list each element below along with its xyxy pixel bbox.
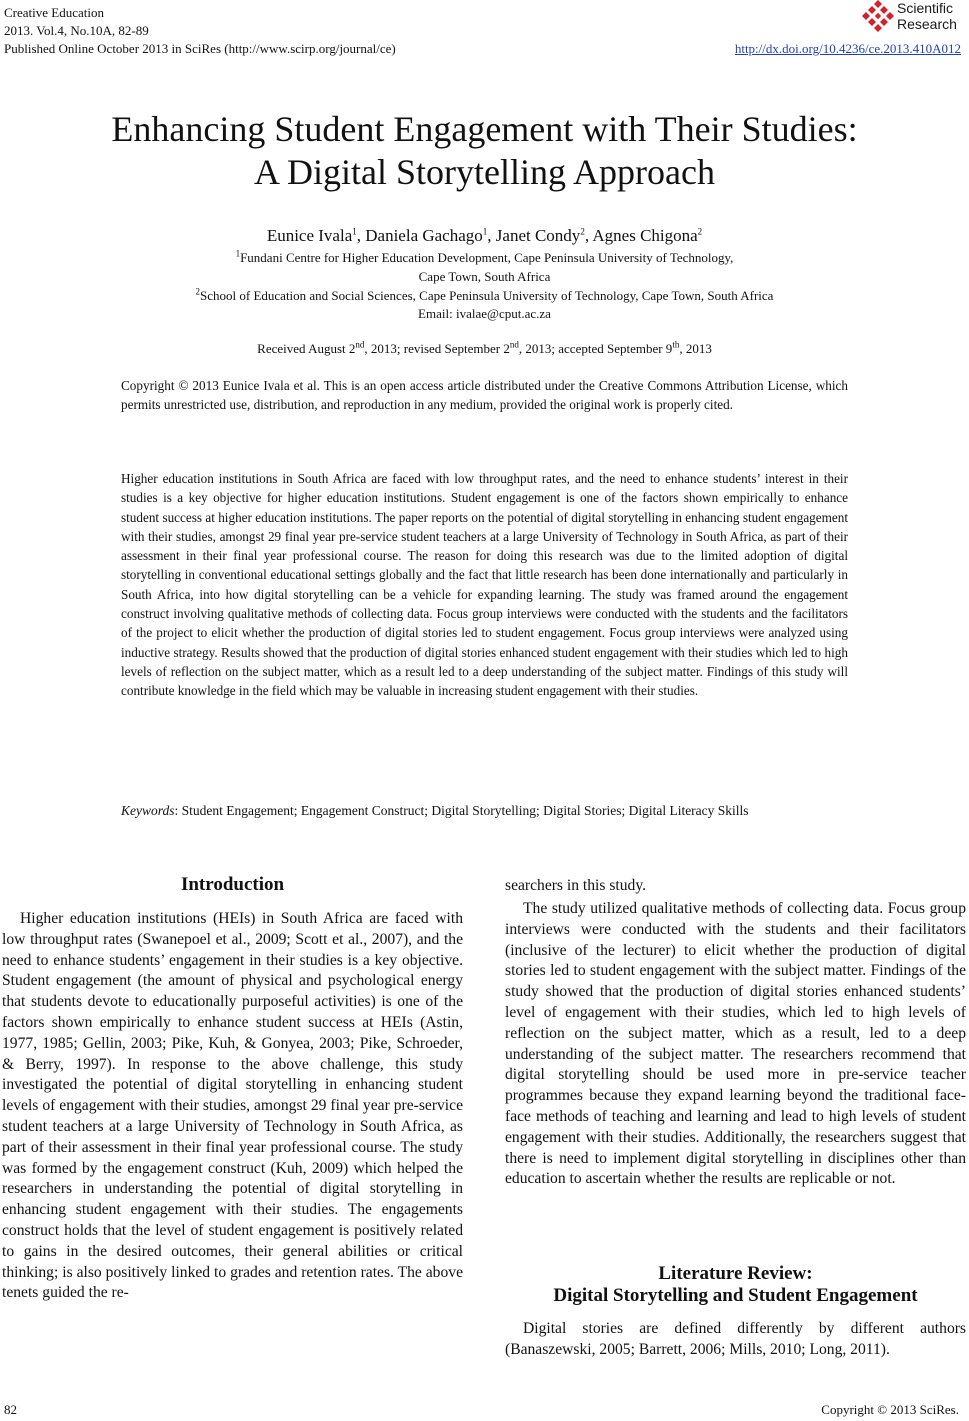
doi-link[interactable]: http://dx.doi.org/10.4236/ce.2013.410A012: [734, 41, 961, 56]
affiliation-text: Fundani Centre for Higher Education Development, Cape Peninsula University of Technology,: [240, 250, 734, 265]
journal-name: Creative Education: [4, 5, 104, 20]
affiliation-1-city: Cape Town, South Africa: [418, 269, 551, 284]
ordinal-suffix: nd: [509, 339, 519, 350]
ordinal-suffix: th: [672, 339, 680, 350]
introduction-paragraph: Higher education institutions (HEIs) in South Africa are faced with low throughput rates (Swanepoel et al., 2009; Scott et al., 2007), and the need to enhance students’ engagement in their studies is a key objective. Student engagement (the amount of physical and psychological energy that students devote to educationally purposeful activities) is one of the factors shown empirically to enhance student success at HEIs (Astin, 1977, 1985; Gellin, 2003; Pike, Kuh, & Gonyea, 2003; Pike, Schroeder, & Berry, 1997). In response to the above challenge, this study investigated the potential of digital storytelling in enhancing student levels of engagement with their studies, amongst 29 final year pre-service student teachers at a large University of Technology in South Africa, as part of their assessment in their final year professional course. The study was formed by the engagement construct (Kuh, 2009) which helped the researchers in understanding the potential of digital storytelling in enhancing student engagement with their studies. The engagements construct holds that the level of student engagement is positively related to gains in the desired outcomes, their general abilities or critical thinking; is also positively linked to grades and retention rates. The above tenets guided the re-: [2, 910, 463, 1302]
logo-diamond: [880, 18, 888, 26]
introduction-continuation: searchers in this study.: [505, 877, 647, 894]
year-text: , 2013: [679, 341, 712, 356]
logo-diamond: [875, 13, 881, 19]
author-affil-mark: 1: [352, 226, 357, 237]
affiliation-mark: 1: [235, 248, 241, 259]
scientific-research-diamond-icon: [861, 0, 895, 34]
paper-title-line2: A Digital Storytelling Approach: [254, 152, 715, 192]
affiliation-mark: 2: [195, 286, 201, 297]
author-affil-mark: 1: [482, 226, 488, 237]
logo-diamond: [874, 0, 882, 8]
contact-email: Email: ivalae@cput.ac.za: [418, 306, 551, 321]
logo-text-line2: Research: [897, 16, 957, 32]
accepted-text: , 2013; accepted September 9: [518, 341, 673, 356]
logo-text-line1: Scientific: [897, 0, 954, 16]
received-text: Received August 2: [257, 341, 356, 356]
logo-diamond: [880, 6, 888, 14]
author-name: , Janet Condy: [487, 226, 581, 245]
logo-diamond: [868, 6, 876, 14]
copyright-notice: Copyright © 2013 Eunice Ivala et al. This is an open access article distributed under the Creative Commons Attribution License, which permits unrestricted use, distribution, and reproduction in any medium, provided the original work is properly cited.: [121, 378, 848, 413]
author-name: , Daniela Gachago: [356, 226, 483, 245]
section-heading-introduction: Introduction: [180, 874, 285, 895]
keywords-label: Keywords: [121, 803, 175, 818]
author-name: Eunice Ivala: [266, 226, 353, 245]
affiliation-1: [0, 249, 969, 267]
affiliation-2: [0, 287, 969, 305]
introduction-paragraph-2: The study utilized qualitative methods of collecting data. Focus group interviews were conducted with the students and their facilitators (inclusive of the lecturer) to elicit whether the production of digital stories led to student engagement with the subject matter. Findings of the study showed that the production of digital stories enhanced students’ level of engagement with their studies, which led to high levels of reflection on the subject matter, which as a result, led to a deep understanding of the subject matter. The researchers recommend that digital storytelling should be used more in pre-service teacher programmes because they expand learning beyond the traditional face-face methods of teaching and learning and lead to high levels of student engagement with their studies. Additionally, the researchers suggest that there is need to implement digital storytelling in disciplines other than education to ascertain whether the results are replicable or not.: [505, 900, 966, 1188]
author-affil-mark: 2: [580, 226, 585, 237]
author-list: [0, 226, 969, 246]
revised-text: , 2013; revised September 2: [364, 341, 510, 356]
literature-review-paragraph: Digital stories are defined differently by different authors (Banaszewski, 2005; Barrett, 2006; Mills, 2010; Long, 2011).: [505, 1320, 966, 1358]
logo-diamond: [886, 12, 894, 20]
author-name: , Agnes Chigona: [584, 226, 698, 245]
journal-published-line: Published Online October 2013 in SciRes (http://www.scirp.org/journal/ce): [4, 41, 396, 56]
ordinal-suffix: nd: [355, 339, 365, 350]
section-heading-literature-review: Literature Review:: [658, 1263, 813, 1284]
journal-issue: 2013. Vol.4, No.10A, 82-89: [4, 23, 149, 38]
keywords: Keywords: Student Engagement; Engagement Construct; Digital Storytelling; Digital Stories; Digital Literacy Skills: [121, 801, 848, 821]
paper-title-line1: Enhancing Student Engagement with Their Studies:: [111, 109, 858, 149]
logo-diamond: [868, 18, 876, 26]
keywords-text: Student Engagement; Engagement Construct; Digital Storytelling; Digital Stories; Digital Literacy Skills: [181, 803, 749, 818]
received-dates: [0, 341, 969, 357]
abstract: Higher education institutions in South Africa are faced with low throughput rates, and the need to enhance students’ interest in their studies is a key objective for higher education institutions. Student engagement is one of the factors shown empirically to enhance student success at higher education institutions. The paper reports on the potential of digital storytelling in enhancing student engagement with their studies, amongst 29 final year pre-service student teachers at a large University of Technology in South Africa, as part of their assessment in their final year professional course. The reason for doing this research was due to the limited adoption of digital storytelling in conventional educational settings globally and the fact that little research has been done internationally and particularly in South Africa, into how digital storytelling can be a vehicle for expanding learning. The study was framed around the engagement construct involving qualitative methods of collecting data. Focus group interviews were conducted with the students and the facilitators of the project to elicit whether the production of digital stories led to student engagement. Focus group interviews were analyzed using inductive strategy. Results showed that the production of digital stories enhanced student engagement with their studies which led to high levels of reflection on the subject matter, which as a result led to a deep understanding of the subject matter. Findings of this study will contribute knowledge in the field which may be valuable in increasing student engagement with their studies.: [121, 471, 848, 699]
logo-diamond: [862, 12, 870, 20]
logo-diamond: [874, 24, 882, 32]
footer-copyright: Copyright © 2013 SciRes.: [821, 1402, 959, 1417]
page-number: 82: [4, 1402, 17, 1417]
author-affil-mark: 2: [697, 226, 703, 237]
section-subheading-literature-review: Digital Storytelling and Student Engagement: [553, 1285, 918, 1306]
publisher-logo: [861, 0, 961, 34]
affiliation-text: School of Education and Social Sciences, Cape Peninsula University of Technology, Cape Town, South Africa: [200, 288, 774, 303]
